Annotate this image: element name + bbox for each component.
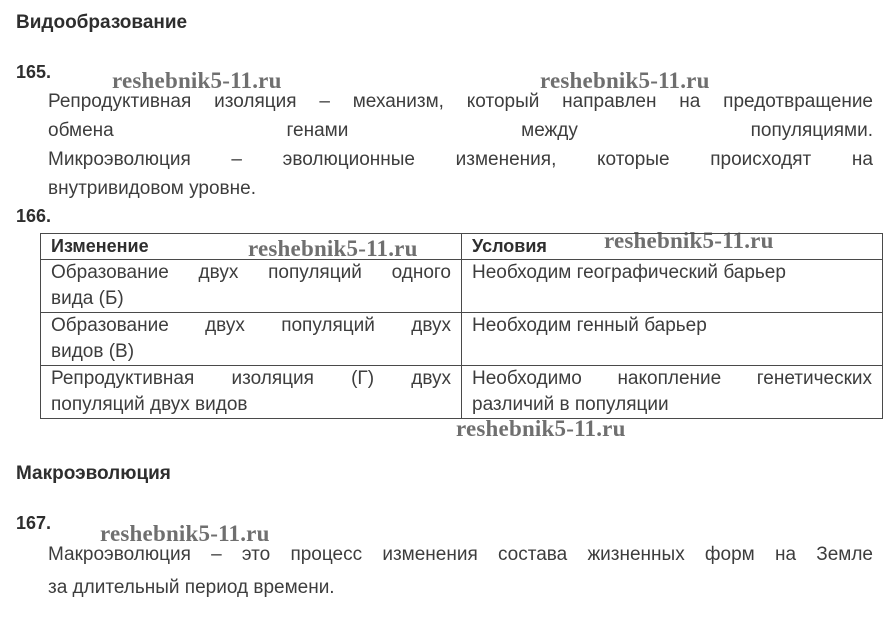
- section-title-speciation: Видообразование: [16, 12, 188, 33]
- cell-line: Образование двух популяций одного: [51, 262, 451, 283]
- watermark-text: reshebnik5-11.ru: [100, 521, 270, 546]
- answers-table: [40, 233, 883, 419]
- watermark-text: reshebnik5-11.ru: [540, 68, 710, 93]
- task-167-line: Макроэволюция – это процесс изменения состава жизненных форм на Земле: [48, 544, 873, 565]
- task-167-line: за длительный период времени.: [48, 577, 335, 598]
- task-165-line: Микроэволюция – эволюционные изменения, которые происходят на: [48, 149, 873, 170]
- table-header-row: [41, 234, 883, 260]
- condition-cell: [462, 366, 883, 419]
- task-165-line: внутривидовом уровне.: [48, 178, 256, 199]
- task-165-text: [48, 87, 873, 203]
- cell-line: Необходимо накопление генетических: [472, 368, 872, 389]
- cell-line: видов (В): [51, 341, 135, 362]
- watermark-text: reshebnik5-11.ru: [604, 228, 774, 253]
- task-167-text: [48, 538, 873, 604]
- change-cell: [41, 260, 462, 313]
- change-cell: [41, 366, 462, 419]
- cell-line: различий в популяции: [472, 394, 669, 415]
- condition-cell: [462, 260, 883, 313]
- task-number-166: 166.: [16, 206, 52, 226]
- cell-line: Необходим географический барьер: [472, 262, 786, 283]
- task-number-165: 165.: [16, 62, 52, 82]
- table-row: [41, 366, 883, 419]
- condition-cell: [462, 313, 883, 366]
- change-cell: [41, 313, 462, 366]
- watermark-text: reshebnik5-11.ru: [112, 68, 282, 93]
- table-header-conditions: Условия: [462, 234, 883, 260]
- table-header-change: Изменение: [41, 234, 462, 260]
- task-165-line: обмена генами между популяциями.: [48, 120, 873, 141]
- task-165-line: Репродуктивная изоляция – механизм, который направлен на предотвращение: [48, 91, 873, 112]
- watermark-text: reshebnik5-11.ru: [248, 236, 418, 261]
- table-row: [41, 313, 883, 366]
- cell-line: вида (Б): [51, 288, 124, 309]
- cell-line: Образование двух популяций двух: [51, 315, 451, 336]
- cell-line: Репродуктивная изоляция (Г) двух: [51, 368, 451, 389]
- section-title-macroevolution: Макроэволюция: [16, 463, 171, 484]
- watermark-text: reshebnik5-11.ru: [456, 416, 626, 441]
- task-number-167: 167.: [16, 513, 52, 533]
- cell-line: Необходим генный барьер: [472, 315, 707, 336]
- table-row: [41, 260, 883, 313]
- cell-line: популяций двух видов: [51, 394, 248, 415]
